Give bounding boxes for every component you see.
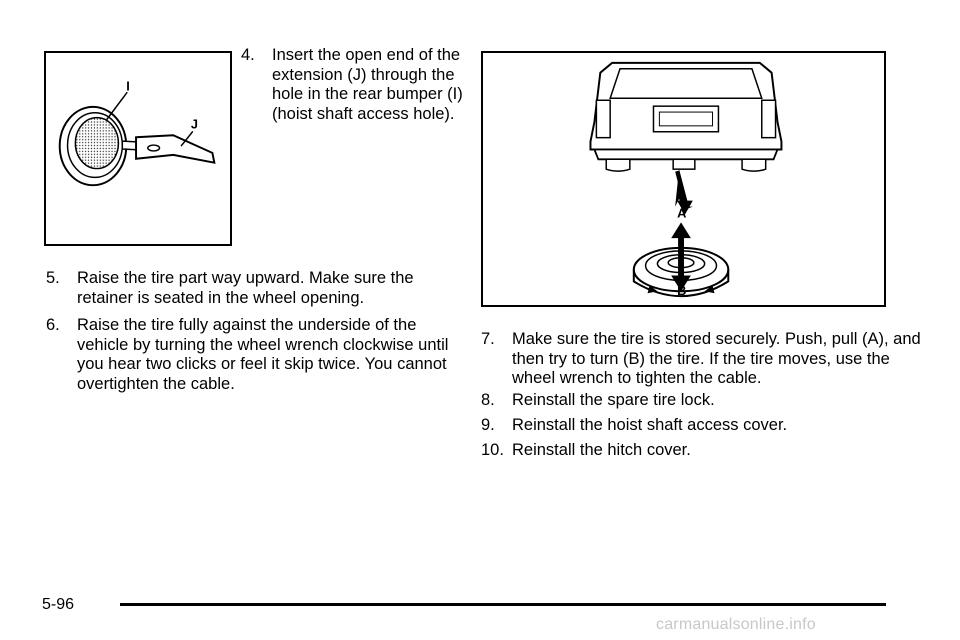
step-6 (46, 316, 472, 394)
label-i: I (126, 78, 130, 94)
label-a: A (677, 205, 687, 221)
step-10-text: Reinstall the hitch cover. (512, 441, 691, 459)
step-9-number: 9. (481, 416, 495, 434)
step-9-text: Reinstall the hoist shaft access cover. (512, 416, 788, 434)
step-8-text: Reinstall the spare tire lock. (512, 391, 715, 409)
label-b: B (677, 283, 687, 299)
step-4-text: Insert the open end of the extension (J) through the hole in the rear bumper (I) (hoist shaft access hole). (272, 46, 463, 123)
figure-spare-tire-stowed (481, 51, 886, 307)
step-4-number: 4. (241, 46, 255, 64)
step-9 (481, 416, 932, 436)
step-5 (46, 269, 472, 308)
step-5-number: 5. (46, 269, 60, 287)
step-6-number: 6. (46, 316, 60, 334)
step-6-text: Raise the tire fully against the underside of the vehicle by turning the wheel wrench clockwise until you hear two clicks or feel it skip twice. You cannot overtighten the cable. (77, 316, 449, 393)
step-7-number: 7. (481, 330, 495, 348)
vehicle-rear-tire-illustration (483, 53, 884, 305)
step-8 (481, 391, 932, 411)
figure-bumper-hole-extension (44, 51, 232, 246)
label-j: J (190, 116, 198, 132)
step-10 (481, 441, 932, 461)
step-4 (241, 46, 484, 124)
step-8-number: 8. (481, 391, 495, 409)
step-7-text: Make sure the tire is stored securely. Push, pull (A), and then try to turn (B) the tire. If the tire moves, use the wheel wrench to tighten the cable. (512, 330, 921, 387)
page-number: 5-96 (42, 596, 75, 613)
bumper-hole-illustration (46, 53, 230, 244)
step-10-number: 10. (481, 441, 504, 459)
watermark-text: carmanualsonline.info (656, 616, 816, 633)
step-7 (481, 330, 932, 389)
footer-rule (120, 603, 886, 606)
step-5-text: Raise the tire part way upward. Make sure the retainer is seated in the wheel opening. (77, 269, 414, 307)
